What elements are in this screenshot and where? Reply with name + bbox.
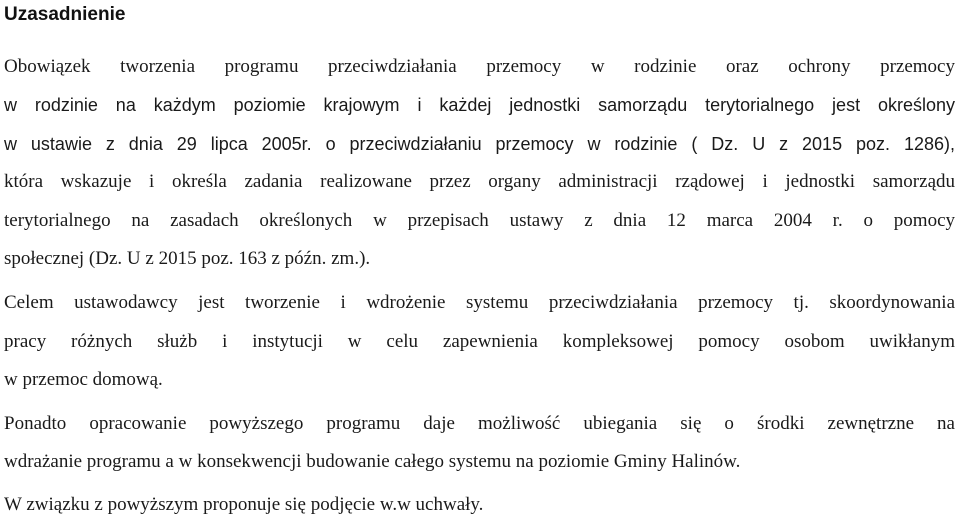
paragraph-line: w przemoc domową. [4, 369, 163, 391]
paragraph-line: Celem ustawodawcy jest tworzenie i wdrożenie systemu przeciwdziałania przemocy tj. skoordynowania [4, 292, 955, 314]
paragraph-line: w ustawie z dnia 29 lipca 2005r. o przeciwdziałaniu przemocy w rodzinie ( Dz. U z 2015 poz. 1286), [4, 133, 955, 154]
paragraph-justification-legal-basis [4, 48, 955, 278]
paragraph-line: terytorialnego na zasadach określonych w przepisach ustawy z dnia 12 marca 2004 r. o pomocy [4, 209, 955, 231]
paragraph-line: Obowiązek tworzenia programu przeciwdziałania przemocy w rodzinie oraz ochrony przemocy [4, 56, 955, 77]
paragraph-line: Ponadto opracowanie powyższego programu daje możliwość ubiegania się o środki zewnętrzne na [4, 412, 955, 434]
document-heading: Uzasadnienie [4, 4, 126, 25]
paragraph-line: społecznej (Dz. U z 2015 poz. 163 z późn. zm.). [4, 247, 371, 269]
paragraph-line: wdrażanie programu a w konsekwencji budowanie całego systemu na poziomie Gminy Halinów. [4, 450, 741, 472]
paragraph-conclusion [4, 486, 955, 524]
paragraph-legislator-goal [4, 284, 955, 399]
paragraph-line: w rodzinie na każdym poziomie krajowym i każdej jednostki samorządu terytorialnego jest określony [4, 95, 955, 116]
paragraph-line: która wskazuje i określa zadania realizowane przez organy administracji rządowej i jednostki samorządu [4, 171, 955, 193]
paragraph-line: pracy różnych służb i instytucji w celu zapewnienia kompleksowej pomocy osobom uwikłanym [4, 330, 955, 352]
paragraph-line: W związku z powyższym proponuje się podjęcie w.w uchwały. [4, 494, 484, 516]
paragraph-external-funding [4, 405, 955, 482]
document-page [4, 0, 955, 525]
